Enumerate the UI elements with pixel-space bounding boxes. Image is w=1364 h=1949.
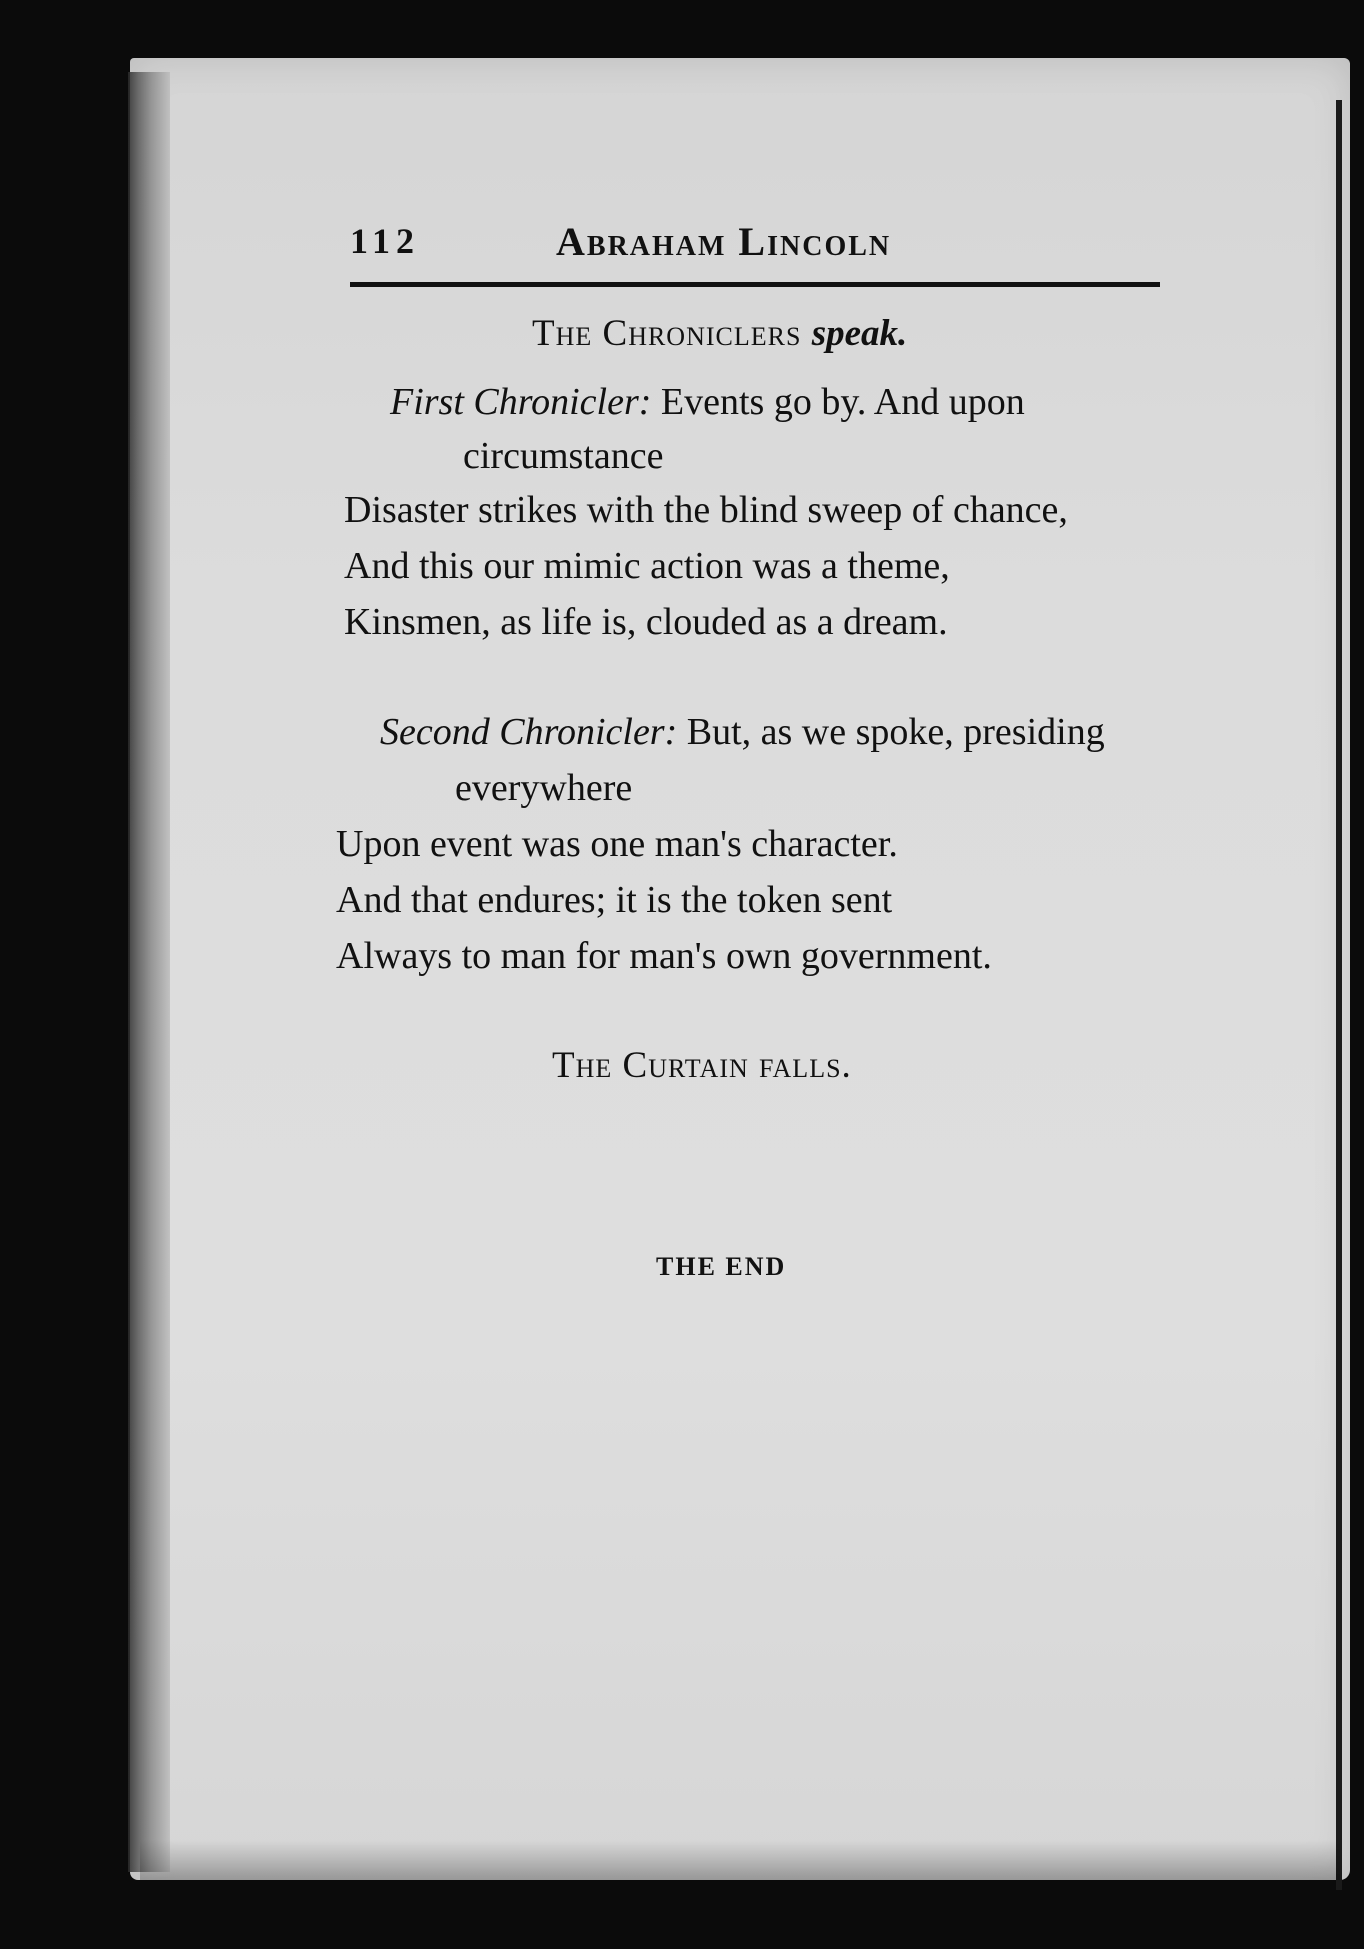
stage-direction-chroniclers-speak (532, 312, 907, 355)
first-chronicler-line-2: circumstance (463, 435, 664, 477)
second-chronicler-line-1 (380, 710, 1105, 754)
verse-text: But, as we spoke, presiding (686, 711, 1105, 753)
facing-page-edge (1336, 100, 1342, 1890)
the-end: THE END (656, 1252, 787, 1281)
book-binding-shadow (128, 72, 170, 1872)
page-number: 112 (350, 221, 421, 261)
stage-direction-curtain-falls: The Curtain falls. (552, 1045, 852, 1086)
stage-direction-lead: The Chroniclers (532, 313, 802, 354)
first-chronicler-line-1 (390, 380, 1025, 424)
first-chronicler-line-4: And this our mimic action was a theme, (344, 545, 950, 587)
first-chronicler-line-3: Disaster strikes with the blind sweep of chance, (344, 489, 1068, 531)
second-chronicler-line-5: Always to man for man's own government. (336, 935, 992, 977)
stage-direction-emphasis: speak. (811, 313, 908, 354)
second-chronicler-line-4: And that endures; it is the token sent (336, 879, 893, 921)
second-chronicler-line-2: everywhere (455, 767, 633, 809)
speaker-second-chronicler: Second Chronicler: (380, 711, 678, 753)
bottom-edge-shadow (140, 1840, 1340, 1880)
speaker-first-chronicler: First Chronicler: (390, 381, 652, 423)
first-chronicler-line-5: Kinsmen, as life is, clouded as a dream. (344, 601, 948, 643)
running-title: Abraham Lincoln (556, 219, 892, 264)
verse-text: Events go by. And upon (660, 381, 1025, 423)
header-rule (350, 282, 1160, 287)
second-chronicler-line-3: Upon event was one man's character. (336, 823, 898, 865)
